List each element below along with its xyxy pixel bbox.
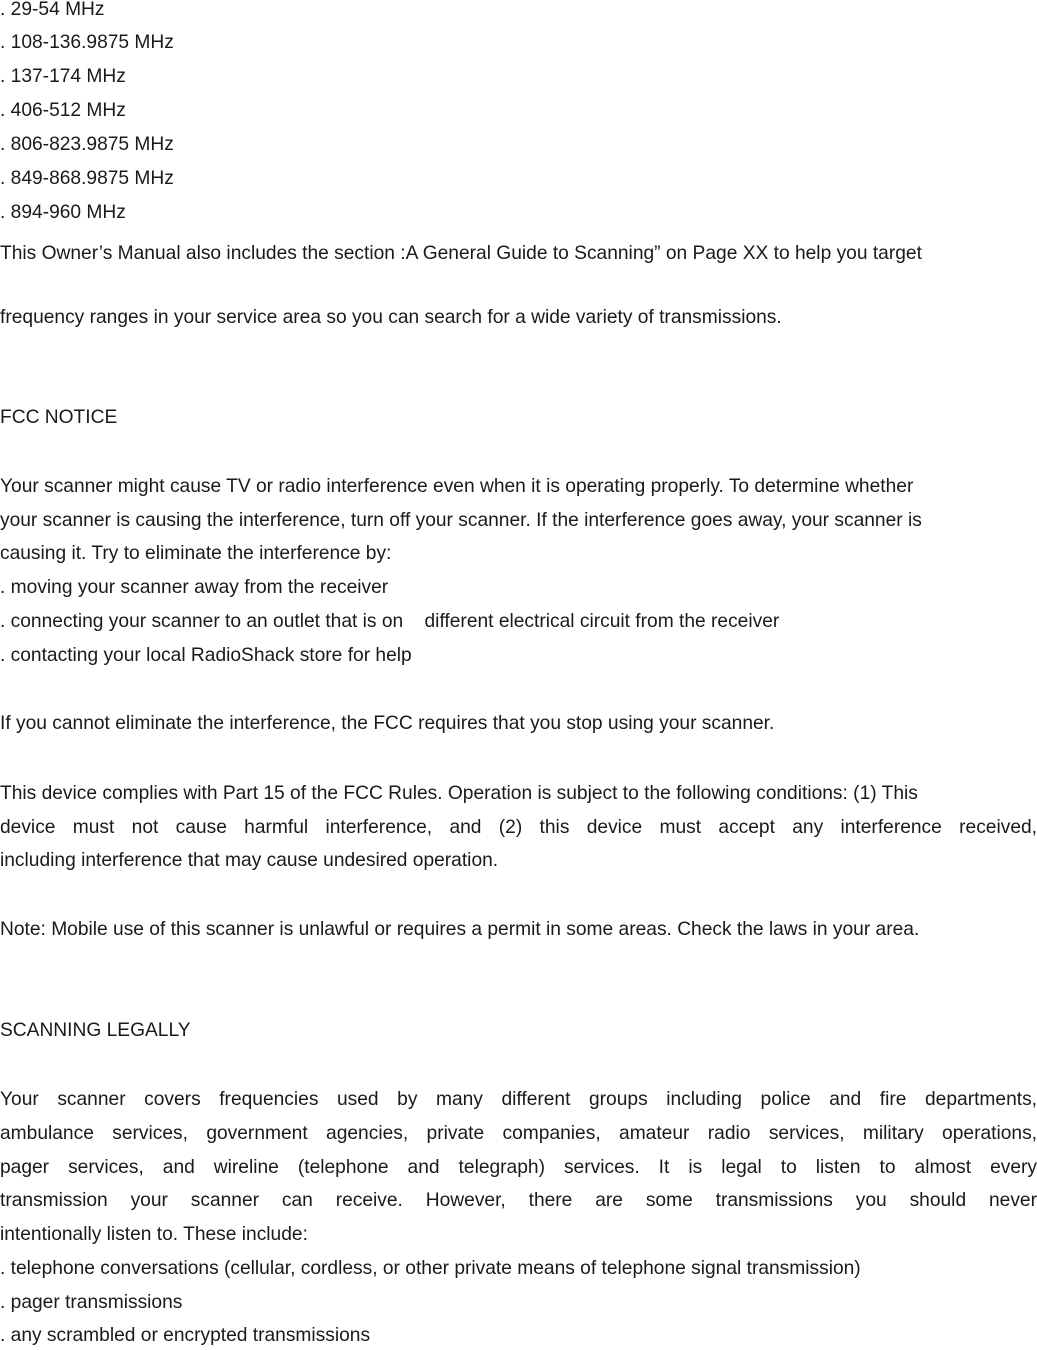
frequency-item: . 137-174 MHz <box>0 66 126 87</box>
intro-line: This Owner’s Manual also includes the section :A General Guide to Scanning” on Page XX to help you target <box>0 243 922 264</box>
fcc-paragraph-line: Your scanner might cause TV or radio interference even when it is operating properly. To determine whether <box>0 476 914 497</box>
frequency-item: . 849-868.9875 MHz <box>0 168 174 189</box>
fcc-paragraph-line: causing it. Try to eliminate the interference by: <box>0 543 392 564</box>
legal-paragraph-line: transmission your scanner can receive. However, there are some transmissions you should never <box>0 1190 1037 1211</box>
legal-paragraph-line: intentionally listen to. These include: <box>0 1224 308 1245</box>
fcc-bullet: . moving your scanner away from the receiver <box>0 577 389 598</box>
frequency-item: . 406-512 MHz <box>0 100 126 121</box>
legal-bullet: . telephone conversations (cellular, cordless, or other private means of telephone signal transmission) <box>0 1258 861 1279</box>
intro-line: frequency ranges in your service area so you can search for a wide variety of transmissions. <box>0 307 782 328</box>
legal-bullet: . any scrambled or encrypted transmissions <box>0 1325 371 1346</box>
frequency-item: . 108-136.9875 MHz <box>0 32 174 53</box>
fcc-heading: FCC NOTICE <box>0 407 118 428</box>
legal-paragraph-line: pager services, and wireline (telephone and telegraph) services. It is legal to listen to almost every <box>0 1157 1037 1178</box>
fcc-paragraph-line: This device complies with Part 15 of the FCC Rules. Operation is subject to the following conditions: (1) This <box>0 783 918 804</box>
frequency-item: . 29-54 MHz <box>0 0 105 20</box>
fcc-paragraph-line: device must not cause harmful interference, and (2) this device must accept any interference received, <box>0 817 1037 838</box>
legal-paragraph-line: ambulance services, government agencies, private companies, amateur radio services, military operations, <box>0 1123 1037 1144</box>
legal-bullet: . pager transmissions <box>0 1292 183 1313</box>
fcc-bullet: . connecting your scanner to an outlet that is on different electrical circuit from the receiver <box>0 611 780 632</box>
fcc-paragraph-line: including interference that may cause undesired operation. <box>0 850 499 871</box>
fcc-paragraph-line: your scanner is causing the interference, turn off your scanner. If the interference goes away, your scanner is <box>0 510 922 531</box>
frequency-item: . 894-960 MHz <box>0 202 126 223</box>
fcc-note: Note: Mobile use of this scanner is unlawful or requires a permit in some areas. Check the laws in your area. <box>0 919 920 940</box>
legal-heading: SCANNING LEGALLY <box>0 1020 191 1041</box>
frequency-item: . 806-823.9875 MHz <box>0 134 174 155</box>
fcc-bullet: . contacting your local RadioShack store for help <box>0 645 412 666</box>
fcc-paragraph: If you cannot eliminate the interference, the FCC requires that you stop using your scanner. <box>0 713 775 734</box>
legal-paragraph-line: Your scanner covers frequencies used by many different groups including police and fire departments, <box>0 1089 1037 1110</box>
